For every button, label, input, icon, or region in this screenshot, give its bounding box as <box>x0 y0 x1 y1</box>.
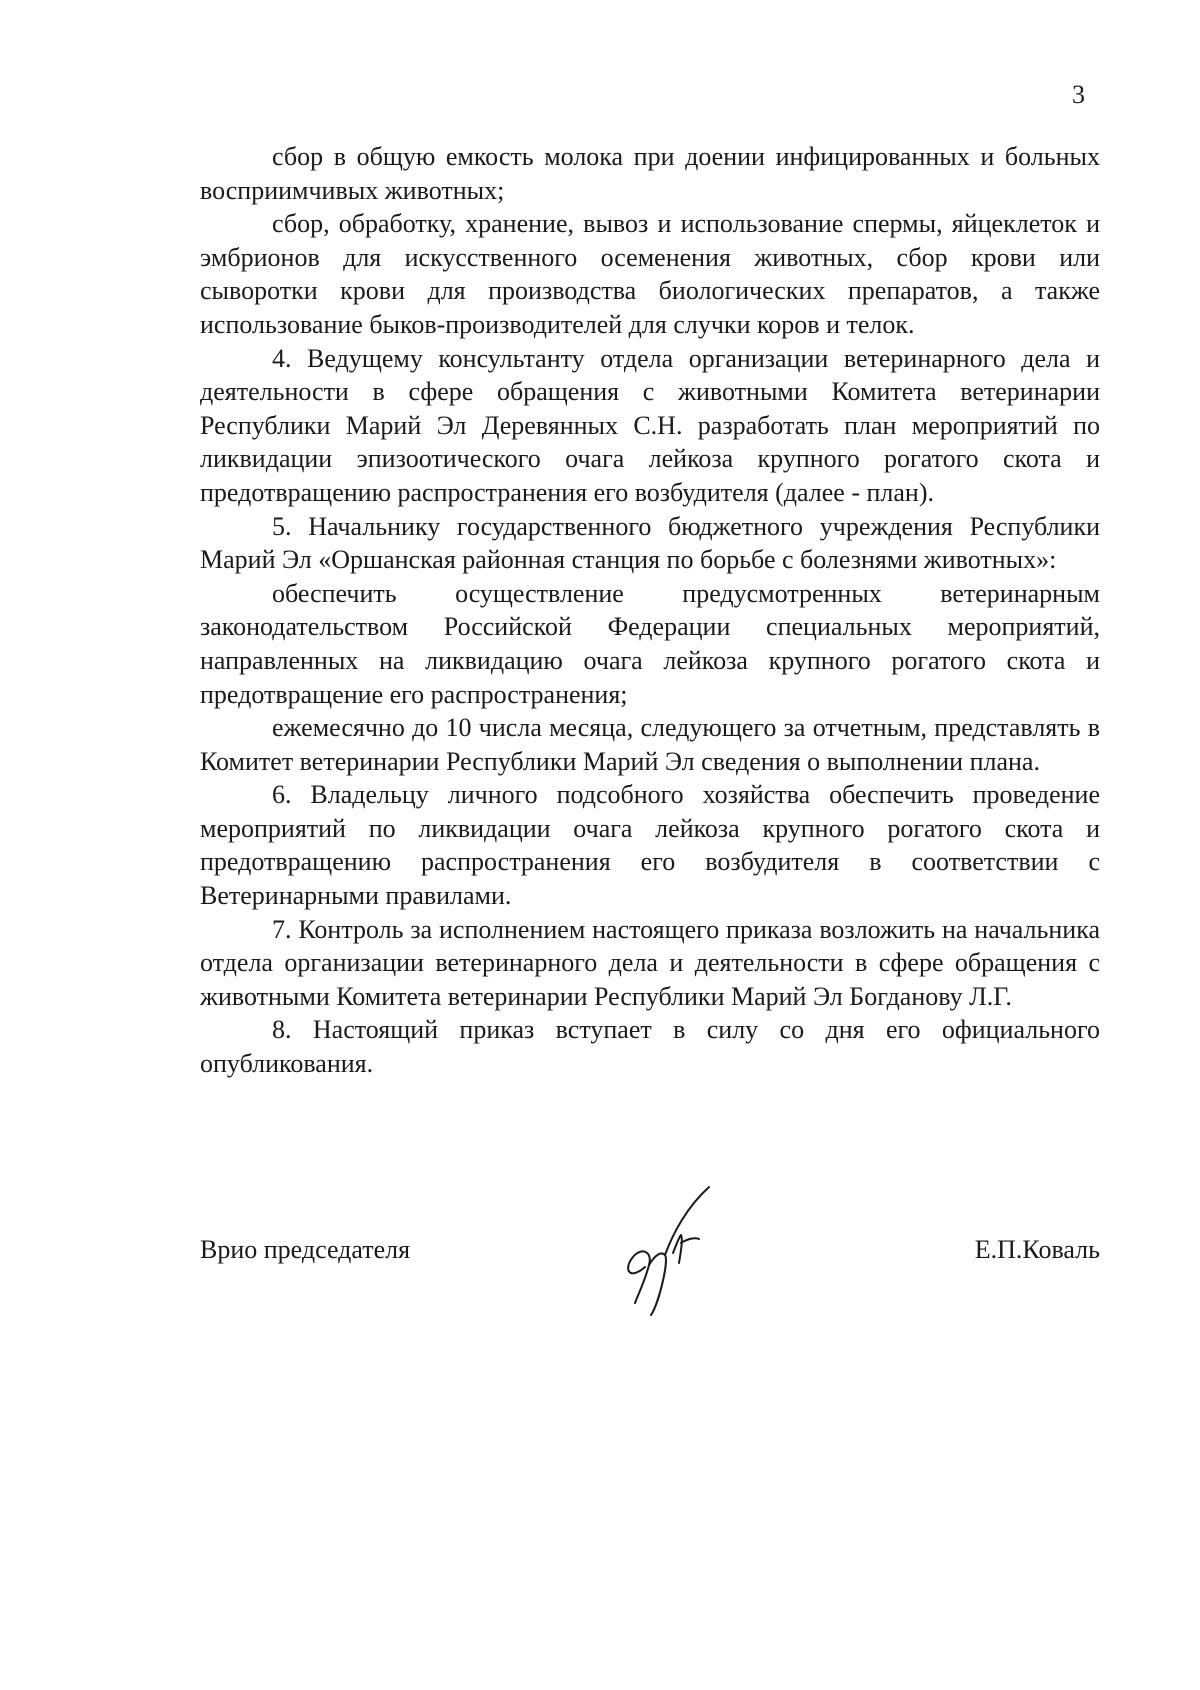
paragraph: сбор в общую емкость молока при доении инфицированных и больных восприимчивых животных; <box>200 142 1100 205</box>
signature-block <box>200 1185 1100 1325</box>
paragraph: ежемесячно до 10 числа месяца, следующего за отчетным, представлять в Комитет ветеринарии Республики Марий Эл сведения о выполнении плана. <box>200 713 1100 776</box>
paragraph: обеспечить осуществление предусмотренных ветеринарным законодательством Российской Федерации специальных мероприятий, направленных на ликвидацию очага лейкоза крупного рогатого скота и предотвращение его распространения; <box>200 578 1100 709</box>
paragraph: 4. Ведущему консультанту отдела организации ветеринарного дела и деятельности в сфере обращения с животными Комитета ветеринарии Республики Марий Эл Деревянных С.Н. разработать план мероприятий по ликвидации эпизоотического очага лейкоза крупного рогатого скота и предотвращению распространения его возбудителя (далее - план). <box>200 343 1100 507</box>
document-body <box>200 140 1100 1081</box>
paragraph: 5. Начальнику государственного бюджетного учреждения Республики Марий Эл «Оршанская районная станция по борьбе с болезнями животных»: <box>200 511 1100 575</box>
paragraph: сбор, обработку, хранение, вывоз и использование спермы, яйцеклеток и эмбрионов для искусственного осеменения животных, сбор крови или сыворотки крови для производства биологических препаратов, а также использование быков-производителей для случки коров и телок. <box>200 209 1100 339</box>
handwritten-signature <box>615 1185 715 1317</box>
paragraph: 8. Настоящий приказ вступает в силу со дня его официального опубликования. <box>200 1015 1100 1079</box>
paragraph: 7. Контроль за исполнением настоящего приказа возложить на начальника отдела организации ветеринарного дела и деятельности в сфере обращения с животными Комитета ветеринарии Республики Марий Эл Богданову Л.Г. <box>200 914 1100 1011</box>
signatory-title: Врио председателя <box>200 1235 411 1264</box>
page-number: 3 <box>1072 80 1085 109</box>
signatory-name: Е.П.Коваль <box>974 1235 1100 1264</box>
paragraph: 6. Владельцу личного подсобного хозяйства обеспечить проведение мероприятий по ликвидации очага лейкоза крупного рогатого скота и предотвращению распространения его возбудителя в соответствии с Ветеринарными правилами. <box>200 780 1100 911</box>
